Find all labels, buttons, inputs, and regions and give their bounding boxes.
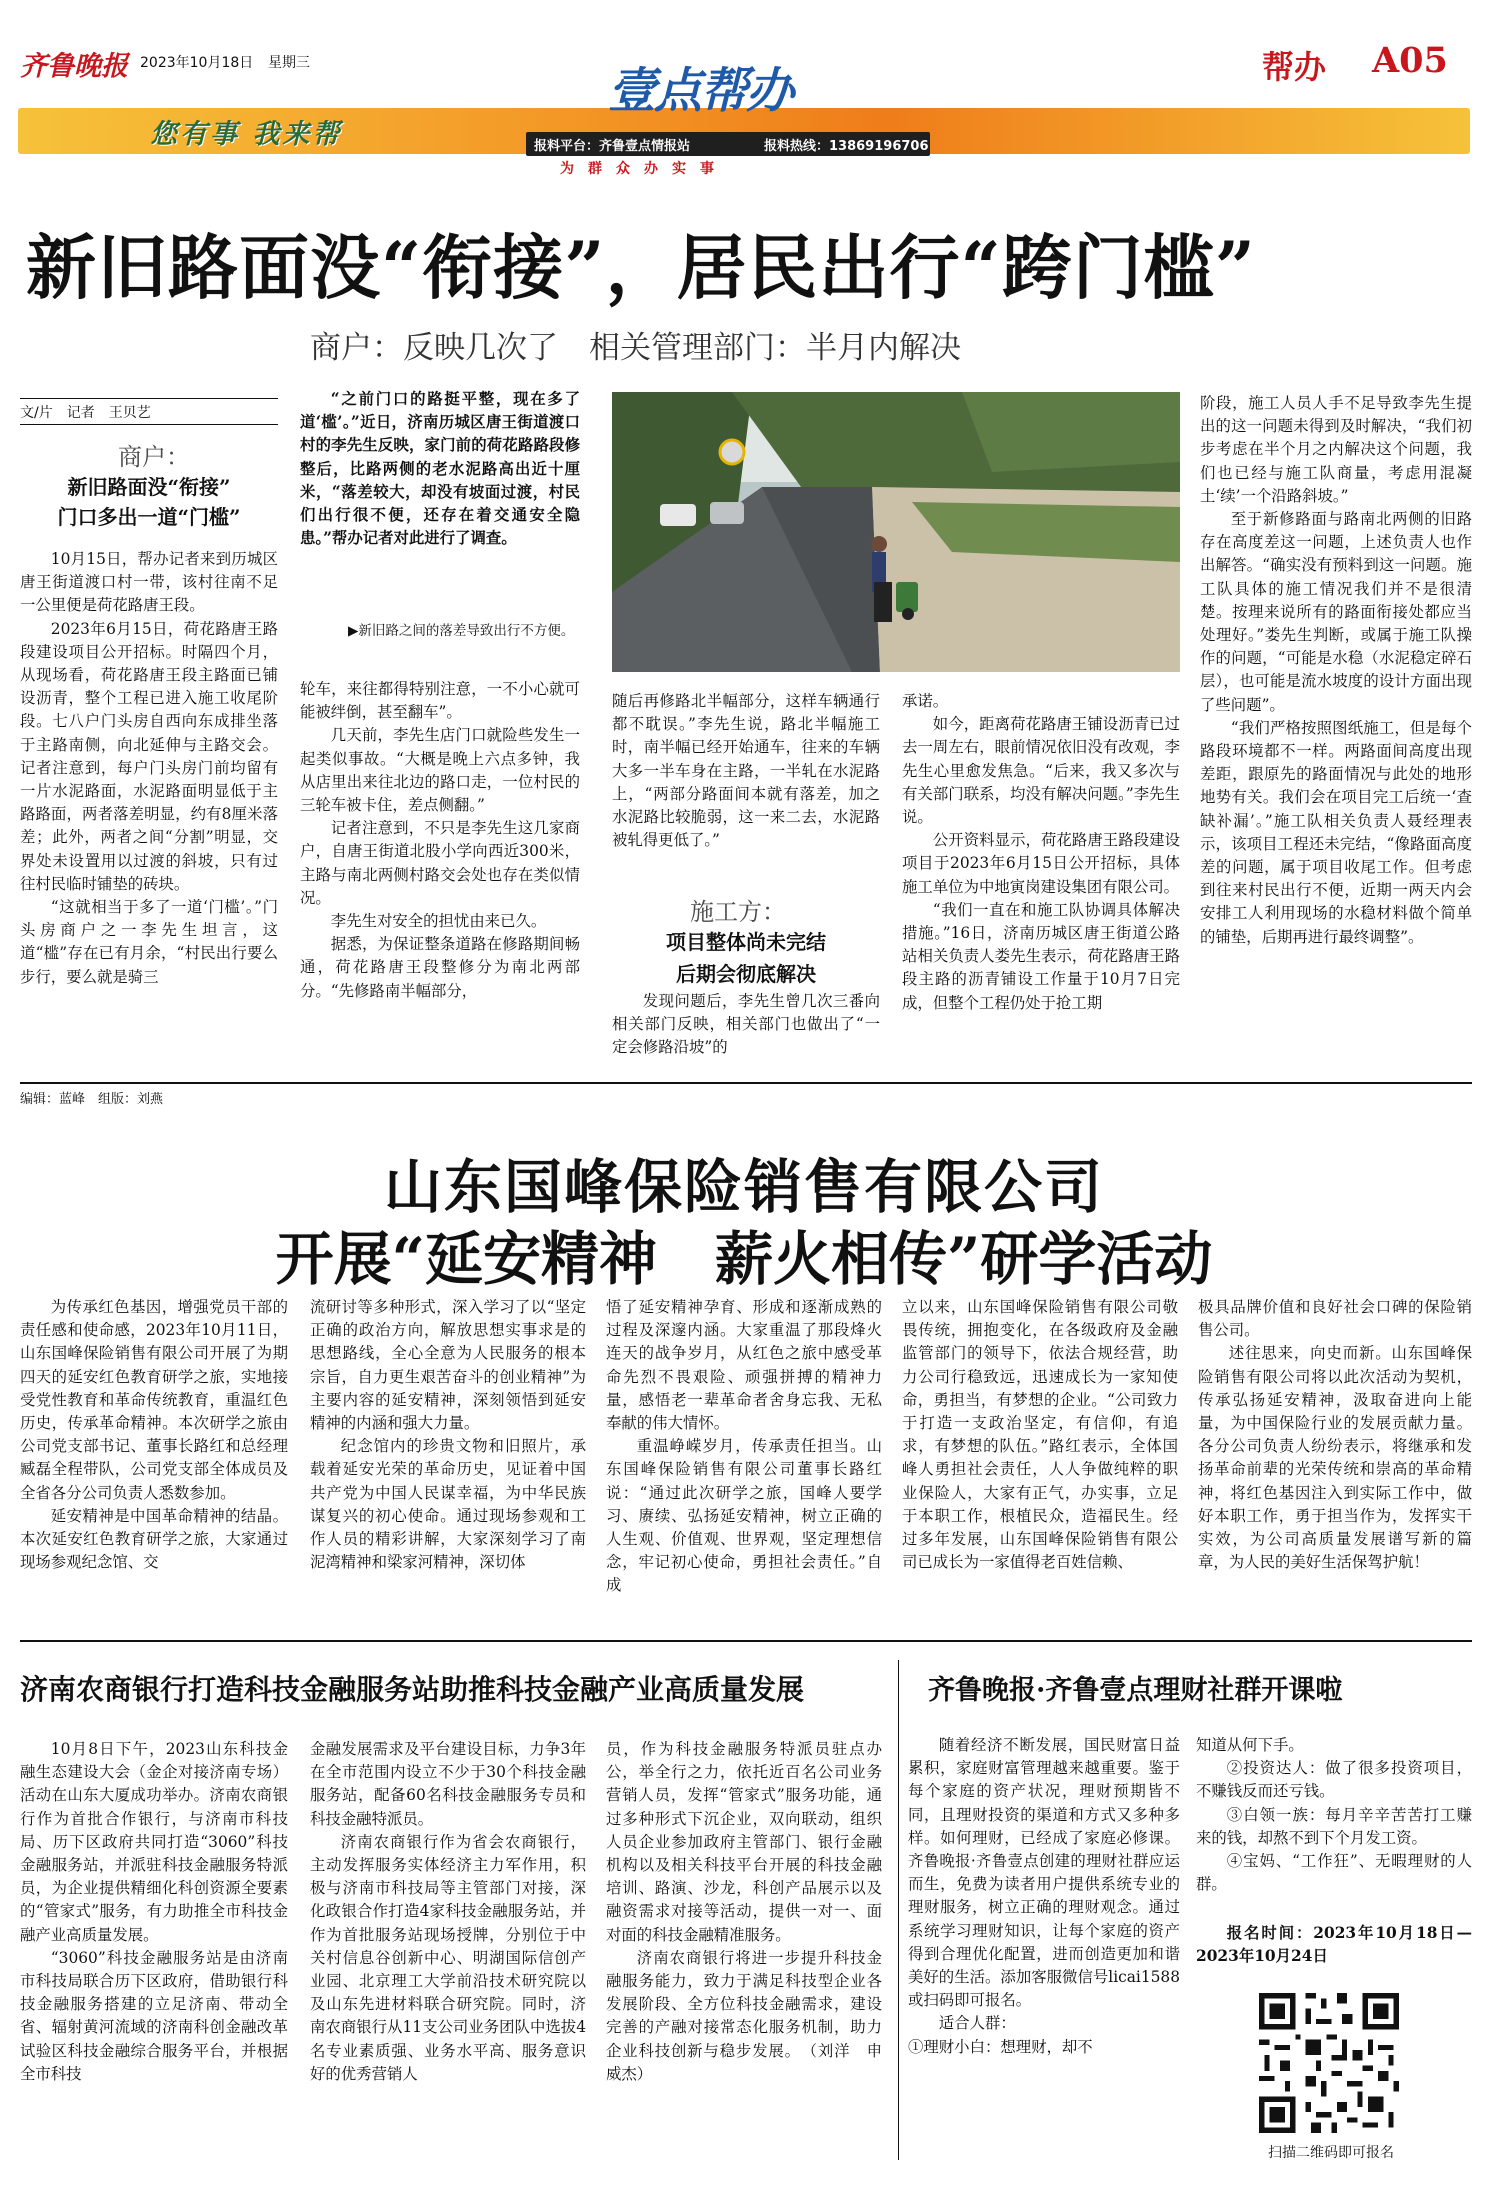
article4-col1 [908,1734,1180,2164]
paragraph: 纪念馆内的珍贵文物和旧照片，承载着延安光荣的革命历史，见证着中国共产党为中国人民谋幸福，为中华民族谋复兴的初心使命。通过现场参观和工作人员的精彩讲解，大家深刻学习了南泥湾精神和梁家河精神，深切体 [310,1437,586,1572]
issue-weekday: 星期三 [268,55,310,71]
lead-col4-body [902,690,1180,1060]
paragraph: 济南农商银行作为省会农商银行，主动发挥服务实体经济主力军作用，积极与济南市科技局等主管部门对接，深化政银合作打造4家科技金融服务站，并作为首批服务站现场授牌，分别位于中关村信息谷创新中心、明湖国际信创产业园、北京理工大学前沿技术研究院以及山东先进材料联合研究院。同时，济南农商银行从11支公司业务团队中选拔4名专业素质强、业务水平高、服务意识好的优秀营销人 [310,1832,586,2083]
paragraph: ④宝妈、“工作狂”、无暇理财的人群。 [1196,1852,1472,1894]
paragraph: 发现问题后，李先生曾几次三番向相关部门反映，相关部门也做出了“一定会修路沿坡”的 [612,992,880,1057]
paragraph: 至于新修路面与路南北两侧的旧路存在高度差这一问题，上述负责人也作出解答。“确实没有预料到这一问题。施工队具体的施工情况我们并不是很清楚。按理来说所有的路面衔接处都应当处理好。”娄先生判断，或属于施工队操作的问题，“可能是水稳（水泥稳定碎石层），也可能是流水坡度的设计方面出现了些问题”。 [1200,510,1472,714]
article2-col5 [1198,1296,1472,1620]
article3-col1 [20,1738,288,2158]
lead-col2-body [300,678,580,1059]
lead-intro-bold [300,388,580,598]
label-merchant: 商户： [118,443,190,471]
lead-col1-body [20,548,278,1059]
subhead-1-line2: 门口多出一道“门槛” [57,505,241,529]
column-divider [898,1660,899,2160]
paragraph: “这就相当于多了一道‘门槛’。”门头房商户之一李先生坦言，这道“槛”存在已有月余，“村民出行要么步行，要么就是骑三 [20,898,278,986]
hotline-platform: 报料平台：齐鲁壹点情报站 [534,139,691,154]
article4-headline: 齐鲁晚报·齐鲁壹点理财社群开课啦 [928,1675,1343,1706]
article2-col4 [902,1296,1178,1620]
issue-date: 2023年10月18日 [140,55,254,71]
lead-headline: 新旧路面没“衔接”，居民出行“跨门槛” [26,226,1257,309]
paragraph: 记者注意到，不只是李先生这几家商户，自唐王街道北股小学向西近300米，主路与南北两侧村路交会处也存在类似情况。 [300,819,580,907]
paragraph: ②投资达人：做了很多投资项目，不赚钱反而还亏钱。 [1196,1759,1472,1801]
paragraph: “我们严格按照图纸施工，但是每个路段环境都不一样。两路面间高度出现差距，跟原先的路面情况与此处的地形地势有关。我们会在项目完工后统一‘查缺补漏’。”施工队相关负责人聂经理表示，该项目工程还未完结，“像路面高度差的问题，属于项目收尾工作。但考虑到往来村民出行不便，近期一两天内会安排工人利用现场的水稳材料做个简单的铺垫，后期再进行最终调整”。 [1200,718,1472,946]
hotline-phone: 报料热线：13869196706 [764,139,929,154]
qr-caption: 扫描二维码即可报名 [1268,2145,1394,2161]
lead-byline: 文/片 记者 王贝艺 [20,405,151,421]
article2-col2 [310,1296,586,1620]
article3-headline: 济南农商银行打造科技金融服务站助推科技金融产业高质量发展 [20,1673,805,1706]
photo-caption: ▶新旧路之间的落差导致出行不方便。 [348,623,575,639]
label-contractor: 施工方： [690,898,786,926]
paragraph: 公开资料显示，荷花路唐王路段建设项目于2023年6月15日公开招标，具体施工单位为中地寅岗建设集团有限公司。 [902,831,1180,896]
paragraph: 为传承红色基因，增强党员干部的责任感和使命感，2023年10月11日，山东国峰保险销售有限公司开展了为期四天的延安红色教育研学之旅，实地接受党性教育和革命传统教育，重温红色历史，传承革命精神。本次研学之旅由公司党支部书记、董事长路红和总经理臧磊全程带队，公司党支部全体成员及全省各分公司负责人悉数参加。 [20,1298,288,1502]
paragraph: 几天前，李先生店门口就险些发生一起类似事故。“大概是晚上六点多钟，我从店里出来往北边的路口走，一位村民的三轮车被卡住，差点侧翻。” [300,726,580,815]
paragraph: 10月15日，帮办记者来到历城区唐王街道渡口村一带，该村往南不足一公里便是荷花路唐王段。 [20,550,278,615]
section-name: 帮办 [1262,48,1327,86]
subhead-2-line1: 项目整体尚未完结 [666,930,826,954]
road-photo-image [612,392,1180,672]
banner-motto: 为群众办实事 [560,161,728,177]
paragraph: 10月8日下午，2023山东科技金融生态建设大会（金企对接济南专场）活动在山东大厦成功举办。济南农商银行作为首批合作银行，与济南市科技局、历下区政府共同打造“3060”科技金融服务站，并派驻科技金融服务特派员，为企业提供精细化科创资源全要素的“管家式”服务，有力助推全市科技金融产业高质量发展。 [20,1740,288,1944]
article4-col2 [1196,1734,1472,1920]
lead-deck: 商户：反映几次了 相关管理部门：半月内解决 [310,330,961,366]
paragraph: “3060”科技金融服务站是由济南市科技局联合历下区政府，借助银行科技金融服务搭建的立足济南、带动全省、辐射黄河流域的济南科创金融改革试验区科技金融综合服务平台，并根据全市科技 [20,1948,288,2083]
paragraph: 济南农商银行将进一步提升科技金融服务能力，致力于满足科技型企业各发展阶段、全方位科技金融需求，建设完善的产融对接常态化服务机制，助力企业科技创新与稳步发展。 （刘洋 申威杰） [606,1948,882,2083]
byline-rule [20,398,278,399]
intro-paragraph: “之前门口的路挺平整，现在多了道‘槛’。”近日，济南历城区唐王街道渡口村的李先生反映，家门前的荷花路路段修整后，比路两侧的老水泥路高出近十厘米，“落差较大，却没有坡面过渡，村民们出行很不便，还存在着交通安全隐患。”帮办记者对此进行了调查。 [300,390,580,548]
paragraph: 员，作为科技金融服务特派员驻点办公，举全行之力，依托近百名公司业务营销人员，发挥“管家式”服务功能，通过多种形式下沉企业，双向联动，组织人员企业参加政府主管部门、银行金融机构以及相关科技平台开展的科技金融培训、路演、沙龙，科创产品展示以及融资需求对接等活动，提供一对一、面对面的科技金融精准服务。 [606,1740,882,1944]
qr-code[interactable] [1254,1988,1404,2138]
subhead-2-line2: 后期会彻底解决 [676,962,816,986]
paragraph: 李先生对安全的担忧由来已久。 [330,912,547,931]
newspaper-logo: 齐鲁晚报 [20,51,128,82]
qr-code-icon [1254,1988,1404,2138]
paragraph: 知道从何下手。 [1196,1736,1304,1754]
signup-text: 报名时间：2023年10月18日—2023年10月24日 [1196,1924,1472,1966]
paragraph: 轮车，来往都得特别注意，一不小心就可能被绊倒，甚至翻车”。 [300,680,580,722]
subhead-1-line1: 新旧路面没“衔接” [67,475,231,499]
paragraph: 悟了延安精神孕育、形成和逐渐成熟的过程及深邃内涵。大家重温了那段烽火连天的战争岁月，从红色之旅中感受革命先烈不畏艰险、顽强拼搏的精神力量，感悟老一辈革命者舍身忘我、无私奉献的伟大情怀。 [606,1298,882,1433]
editor-rule [20,1082,1472,1084]
article3-col2 [310,1738,586,2158]
signup-period [1196,1922,1472,1972]
paragraph: 极具品牌价值和良好社会口碑的保险销售公司。 [1198,1298,1472,1340]
paragraph: 延安精神是中国革命精神的结晶。本次延安红色教育研学之旅，大家通过现场参观纪念馆、交 [20,1506,288,1572]
byline-rule-bottom [20,424,278,425]
paragraph: 随后再修路北半幅部分，这样车辆通行都不耽误。”李先生说，路北半幅施工时，南半幅已经开始通车，往来的车辆大多一半车身在主路，一半轧在水泥路上，“两部分路面间本就有落差，加之水泥路比较脆弱，这一来二去，水泥路被轧得更低了。” [612,692,880,850]
paragraph: 承诺。 [902,692,949,710]
lead-col3-lower [612,990,880,1060]
editor-credit: 编辑：蓝峰 组版：刘燕 [20,1092,164,1107]
section-logo [608,52,870,118]
masthead [0,0,1488,175]
paragraph: 述往思来，向史而新。山东国峰保险销售有限公司将以此次活动为契机，传承弘扬延安精神，汲取奋进向上能量，为中国保险行业的发展贡献力量。各分公司负责人纷纷表示，将继承和发扬革命前辈的光荣传统和崇高的革命精神，将红色基因注入到实际工作中，做好本职工作，勇于担当作为，发挥实干实效，为公司高质量发展谱写新的篇章，为人民的美好生活保驾护航！ [1198,1344,1472,1572]
paragraph: 适合人群： [938,2014,1016,2033]
paragraph: 阶段，施工人员人手不足导致李先生提出的这一问题未得到及时解决，“我们初步考虑在半个月之内解决这个问题，我们也已经与施工队商量，考虑用混凝土‘续’一个沿路斜坡。” [1200,394,1472,505]
section-logo-text: 壹点帮办 [608,63,793,119]
road-photo [612,392,1180,672]
paragraph: 如今，距离荷花路唐王铺设沥青已过去一周左右，眼前情况依旧没有改观，李先生心里愈发焦急。“后来，我又多次与有关部门联系，均没有解决问题。”李先生说。 [902,715,1180,827]
article3-col3 [606,1738,882,2158]
paragraph: 重温峥嵘岁月，传承责任担当。山东国峰保险销售有限公司董事长路红说：“通过此次研学之旅，国峰人要学习、赓续、弘扬延安精神，树立正确的人生观、价值观、世界观，坚定理想信念，牢记初心使命，勇担社会责任。”自成 [606,1437,882,1595]
page-number: A05 [1372,40,1448,81]
lead-col5-body [1200,392,1472,1060]
article2-col3 [606,1296,882,1620]
paragraph: ③白领一族：每月辛辛苦苦打工赚来的钱，却熬不到下个月发工资。 [1196,1805,1472,1847]
article2-col1 [20,1296,288,1620]
paragraph: 立以来，山东国峰保险销售有限公司敬畏传统，拥抱变化，在各级政府及金融监管部门的领导下，依法合规经营，助力公司行稳致远，迅速成长为一家知使命，勇担当，有梦想的企业。“公司致力于打造一支政治坚定，有信仰，有追求，有梦想的队伍。”路红表示，全体国峰人勇担社会责任，人人争做纯粹的职业保险人，大家有正气，办实事，立足于本职工作，根植民众，造福民生。经过多年发展，山东国峰保险销售有限公司已成长为一家值得老百姓信赖、 [902,1298,1178,1572]
lead-col3-body [612,690,880,876]
paragraph: 金融发展需求及平台建设目标，力争3年在全市范围内设立不少于30个科技金融服务站，配备60名科技金融服务专员和科技金融特派员。 [310,1740,586,1828]
paragraph: 据悉，为保证整条道路在修路期间畅通，荷花路唐王段整修分为南北两部分。“先修路南半幅部分， [300,935,580,1000]
paragraph: 2023年6月15日，荷花路唐王路段建设项目公开招标。时隔四个月，从现场看，荷花路唐王段主路面已铺设沥青，整个工程已进入施工收尾阶段。七八户门头房自西向东成排坐落于主路南侧，向北延伸与主路交会。记者注意到，每户门头房门前均留有一片水泥路面，水泥路面明显低于主路路面，两者落差明显，约有8厘米落差；此外，两者之间“分割”明显，交界处未设置用以过渡的斜坡，只有过往村民临时铺垫的砖块。 [20,619,278,893]
subhead-2 [612,926,880,990]
paragraph: “我们一直在和施工队协调具体解决措施。”16日，济南历城区唐王街道公路站相关负责人娄先生表示，荷花路唐王路段主路的沥青铺设工作量于10月7日完成，但整个工程仍处于抢工期 [902,900,1180,1012]
paragraph: ①理财小白：想理财，却不 [908,2037,1093,2056]
section-rule-2 [20,1640,1472,1642]
subhead-1 [20,472,278,532]
paragraph: 随着经济不断发展，国民财富日益累积，家庭财富管理越来越重要。鉴于每个家庭的资产状况，理财预期皆不同，且理财投资的渠道和方式又多种多样。如何理财，已经成了家庭必修课。齐鲁晚报·齐鲁壹点创建的理财社群应运而生，免费为读者用户提供系统专业的理财服务，树立正确的理财观念。通过系统学习理财知识，让每个家庭的资产得到合理优化配置，进而创造更加和谐美好的生活。添加客服微信号licai1588或扫码即可报名。 [908,1736,1180,2010]
article2-headline-line1: 山东国峰保险销售有限公司 [383,1153,1104,1221]
banner-slogan: 您有事 我来帮 [150,119,343,150]
article2-headline-line2: 开展“延安精神 薪火相传”研学活动 [275,1225,1213,1293]
paragraph: 流研讨等多种形式，深入学习了以“坚定正确的政治方向，解放思想实事求是的思想路线，全心全意为人民服务的根本宗旨，自力更生艰苦奋斗的创业精神”为主要内容的延安精神，深刻领悟到延安精神的内涵和强大力量。 [310,1298,586,1433]
